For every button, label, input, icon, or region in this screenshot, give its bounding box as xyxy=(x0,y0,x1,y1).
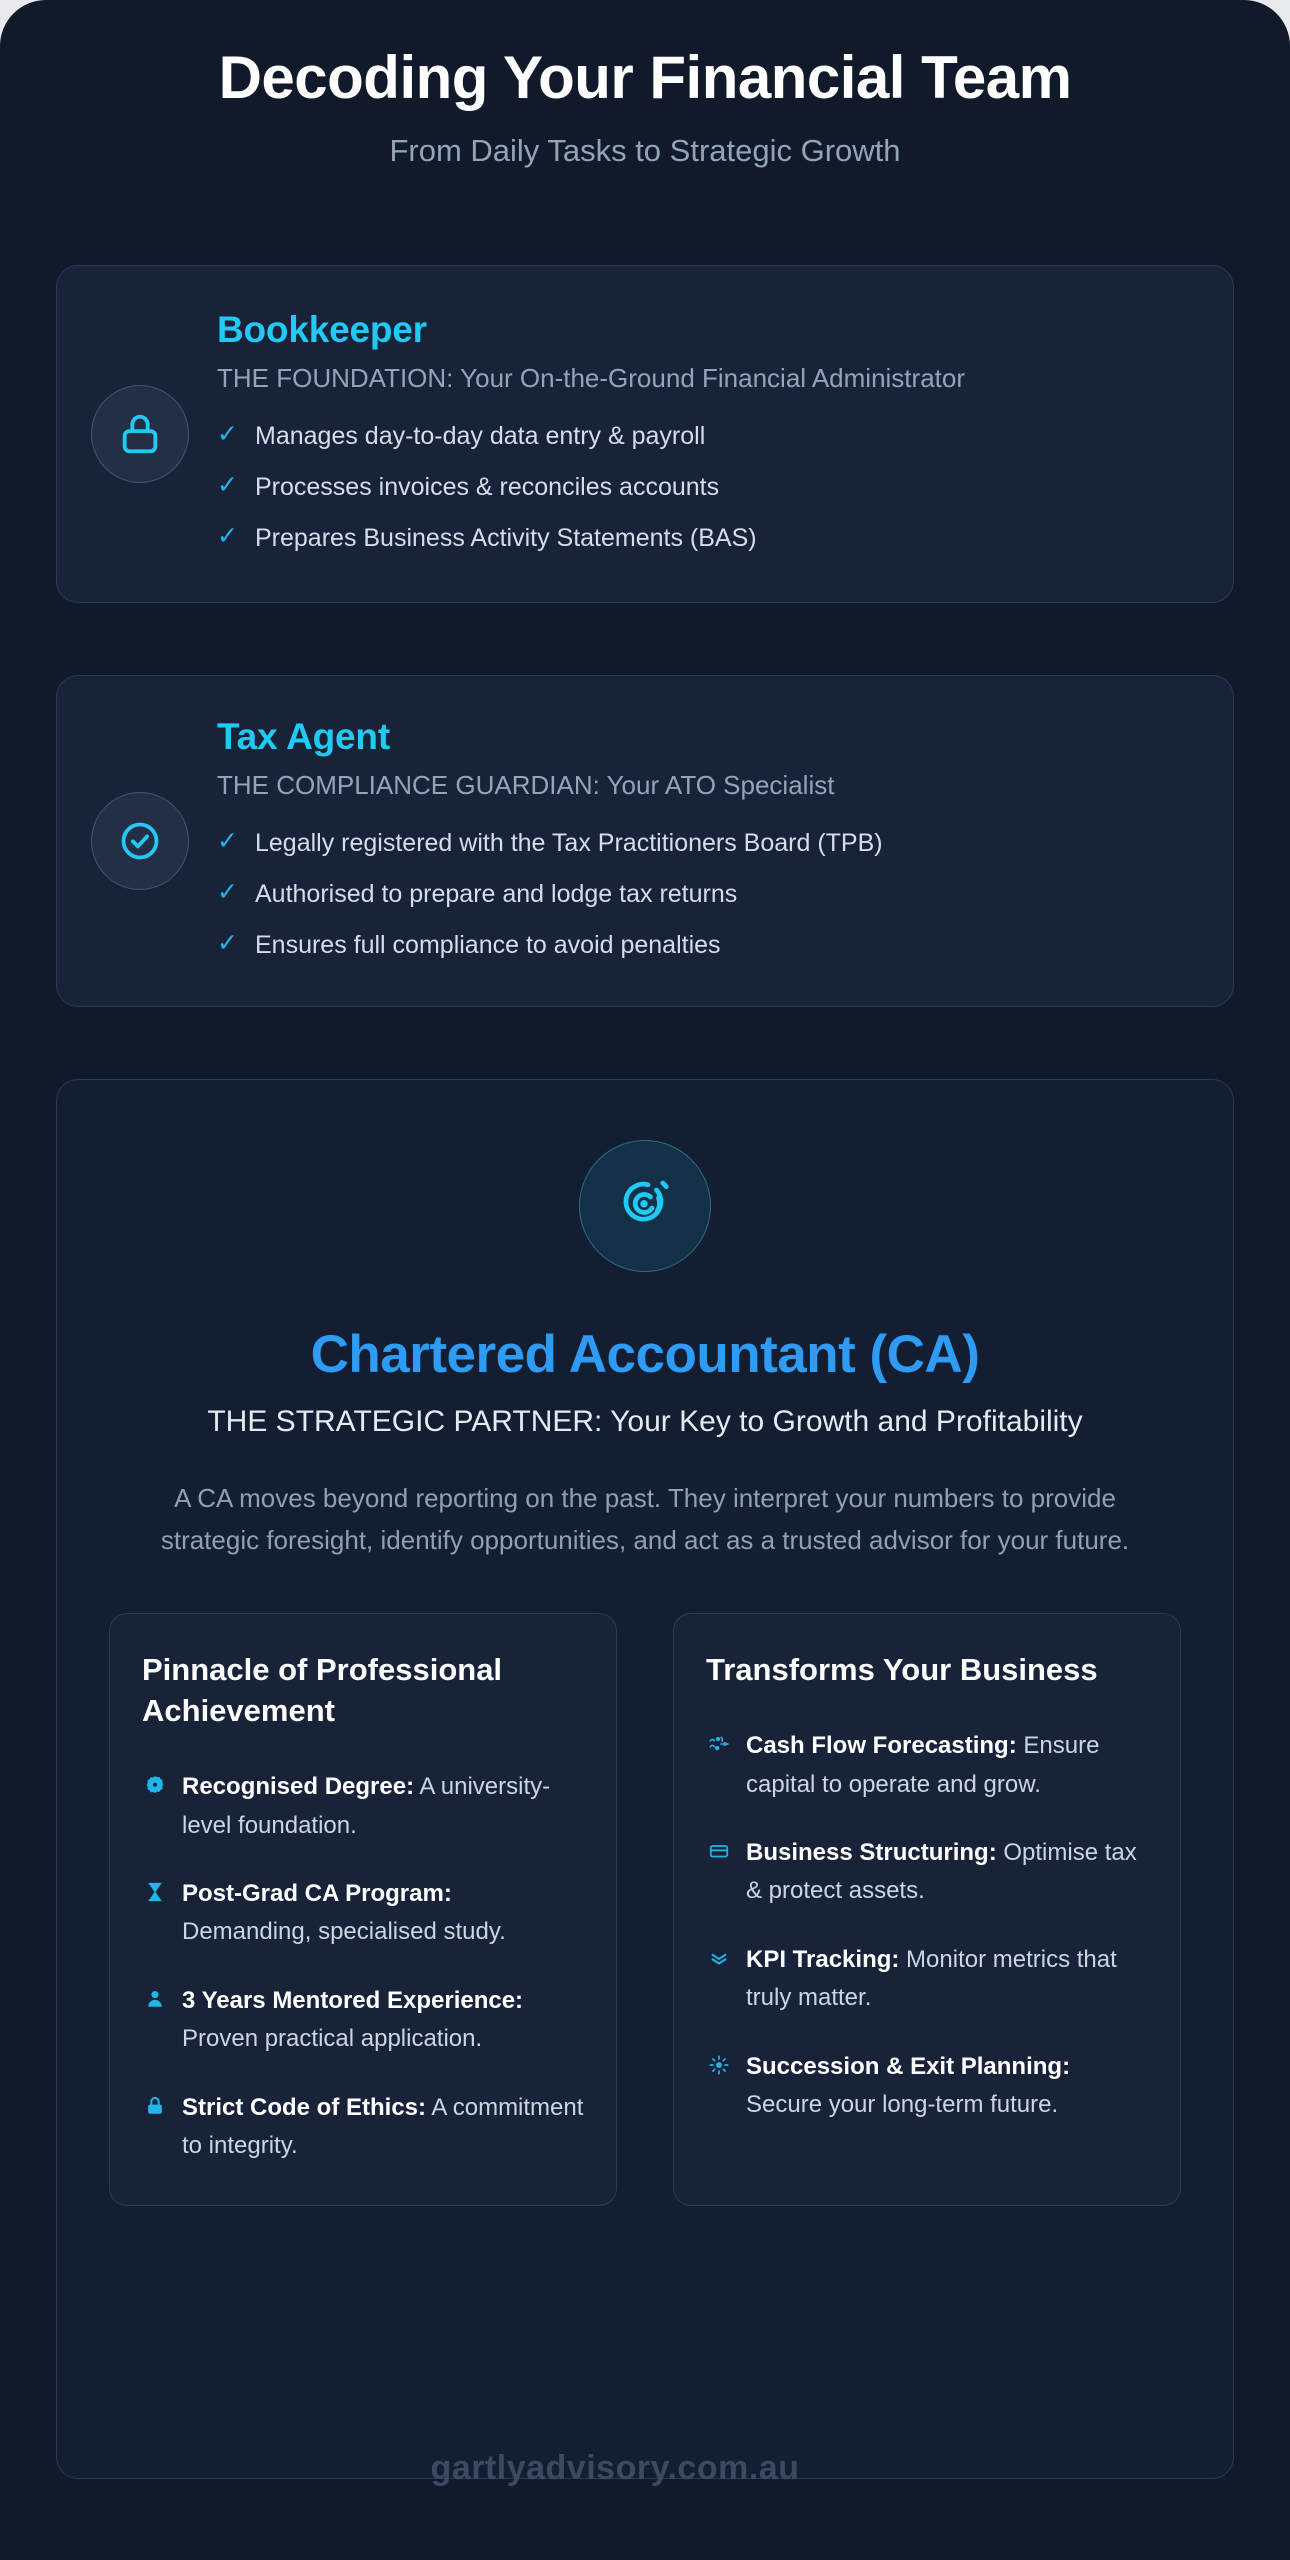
bullet-text: Prepares Business Activity Statements (BAS) xyxy=(255,524,757,553)
page-title: Decoding Your Financial Team xyxy=(218,44,1072,111)
ca-tagline: THE STRATEGIC PARTNER: Your Key to Growth and Profitability xyxy=(207,1405,1083,1439)
list-item xyxy=(217,931,1199,960)
hourglass-icon xyxy=(142,1881,168,1909)
bookkeeper-badge xyxy=(91,385,189,483)
list-item xyxy=(217,524,1199,553)
feature-detail: Demanding, specialised study. xyxy=(182,1918,506,1946)
list-item xyxy=(706,1727,1148,1804)
feature-text xyxy=(746,1941,1148,2018)
award-rosette-icon xyxy=(142,1774,168,1802)
feature-detail: Optimise tax & protect assets. xyxy=(746,1839,1137,1905)
check-icon: ✓ xyxy=(217,827,238,856)
list-item xyxy=(142,1768,584,1845)
feature-label: Post-Grad CA Program: xyxy=(182,1880,452,1907)
feature-list xyxy=(142,1768,584,2165)
bullet-text: Authorised to prepare and lodge tax returns xyxy=(255,880,738,909)
feature-label: 3 Years Mentored Experience: xyxy=(182,1986,524,2014)
check-icon: ✓ xyxy=(217,471,238,500)
feature-detail: Proven practical application. xyxy=(182,2025,483,2053)
list-item xyxy=(217,880,1199,909)
lock-icon xyxy=(117,411,163,457)
page-header xyxy=(0,0,1290,169)
check-icon: ✓ xyxy=(217,522,238,551)
role-card-bookkeeper[interactable] xyxy=(56,265,1234,603)
feature-detail: Secure your long-term future. xyxy=(746,2091,1059,2119)
check-circle-icon xyxy=(117,818,163,864)
subcard-title: Pinnacle of Professional Achievement xyxy=(142,1652,503,1729)
role-stack xyxy=(0,265,1290,2488)
list-item xyxy=(217,473,1199,502)
list-item xyxy=(142,1982,584,2059)
feature-text xyxy=(182,2089,584,2166)
feature-label: Cash Flow Forecasting: xyxy=(746,1732,1017,1760)
feature-label: Business Structuring: xyxy=(746,1839,997,1867)
feature-text xyxy=(182,1875,584,1952)
feature-text xyxy=(746,2048,1148,2125)
role-bullet-list xyxy=(217,422,1199,553)
feature-list xyxy=(706,1727,1148,2124)
feature-detail: A university-level foundation. xyxy=(182,1773,551,1839)
ca-description: A CA moves beyond reporting on the past. They interpret your numbers to provide strategic foresight, identify opportunities, and act as a trusted advisor for your future. xyxy=(160,1483,1130,1556)
feature-text xyxy=(182,1768,584,1845)
list-item xyxy=(706,2048,1148,2125)
bullet-text: Processes invoices & reconciles accounts xyxy=(255,473,720,502)
role-name: Bookkeeper xyxy=(217,309,427,351)
user-icon xyxy=(142,1988,168,2016)
feature-detail: Monitor metrics that truly matter. xyxy=(746,1945,1117,2012)
page-subtitle: From Daily Tasks to Strategic Growth xyxy=(389,133,901,169)
radar-target-icon xyxy=(615,1174,675,1239)
sun-icon xyxy=(706,2054,732,2082)
feature-text xyxy=(746,1834,1148,1911)
watermark: gartlyadvisory.com.au xyxy=(430,2449,800,2488)
feature-text xyxy=(746,1727,1148,1804)
lock-icon xyxy=(142,2095,168,2123)
network-flow-icon xyxy=(706,1733,732,1761)
role-tagline: THE FOUNDATION: Your On-the-Ground Financial Administrator xyxy=(217,363,965,394)
check-icon: ✓ xyxy=(217,878,238,907)
tax-agent-badge xyxy=(91,792,189,890)
list-item xyxy=(217,422,1199,451)
list-item xyxy=(142,1875,584,1952)
list-item xyxy=(217,829,1199,858)
card-structure-icon xyxy=(706,1840,732,1868)
subcard-pinnacle[interactable] xyxy=(109,1613,617,2206)
check-icon: ✓ xyxy=(217,929,238,958)
list-item xyxy=(706,1941,1148,2018)
role-card-chartered-accountant[interactable] xyxy=(56,1079,1234,2488)
ca-title: Chartered Accountant (CA) xyxy=(310,1325,980,1385)
role-tagline: THE COMPLIANCE GUARDIAN: Your ATO Specialist xyxy=(217,770,835,801)
feature-label: Strict Code of Ethics: xyxy=(182,2093,427,2121)
chevrons-down-icon xyxy=(706,1947,732,1975)
check-icon: ✓ xyxy=(217,420,238,449)
feature-detail: A commitment to integrity. xyxy=(182,2093,584,2159)
ca-subcards xyxy=(109,1613,1181,2206)
feature-label: Succession & Exit Planning: xyxy=(746,2052,1071,2080)
subcard-transforms[interactable] xyxy=(673,1613,1181,2206)
ca-badge xyxy=(579,1140,711,1272)
subcard-title: Transforms Your Business xyxy=(706,1652,1098,1688)
feature-label: Recognised Degree: xyxy=(182,1773,415,1801)
list-item xyxy=(142,2089,584,2166)
role-card-tax-agent[interactable] xyxy=(56,675,1234,1007)
feature-label: KPI Tracking: xyxy=(746,1945,900,1973)
bullet-text: Legally registered with the Tax Practitioners Board (TPB) xyxy=(255,829,883,858)
bullet-text: Manages day-to-day data entry & payroll xyxy=(255,422,706,451)
feature-detail: Ensure capital to operate and grow. xyxy=(746,1732,1100,1798)
feature-text xyxy=(182,1982,584,2059)
list-item xyxy=(706,1834,1148,1911)
role-name: Tax Agent xyxy=(217,716,390,758)
role-bullet-list xyxy=(217,829,1199,960)
bullet-text: Ensures full compliance to avoid penalties xyxy=(255,931,721,960)
